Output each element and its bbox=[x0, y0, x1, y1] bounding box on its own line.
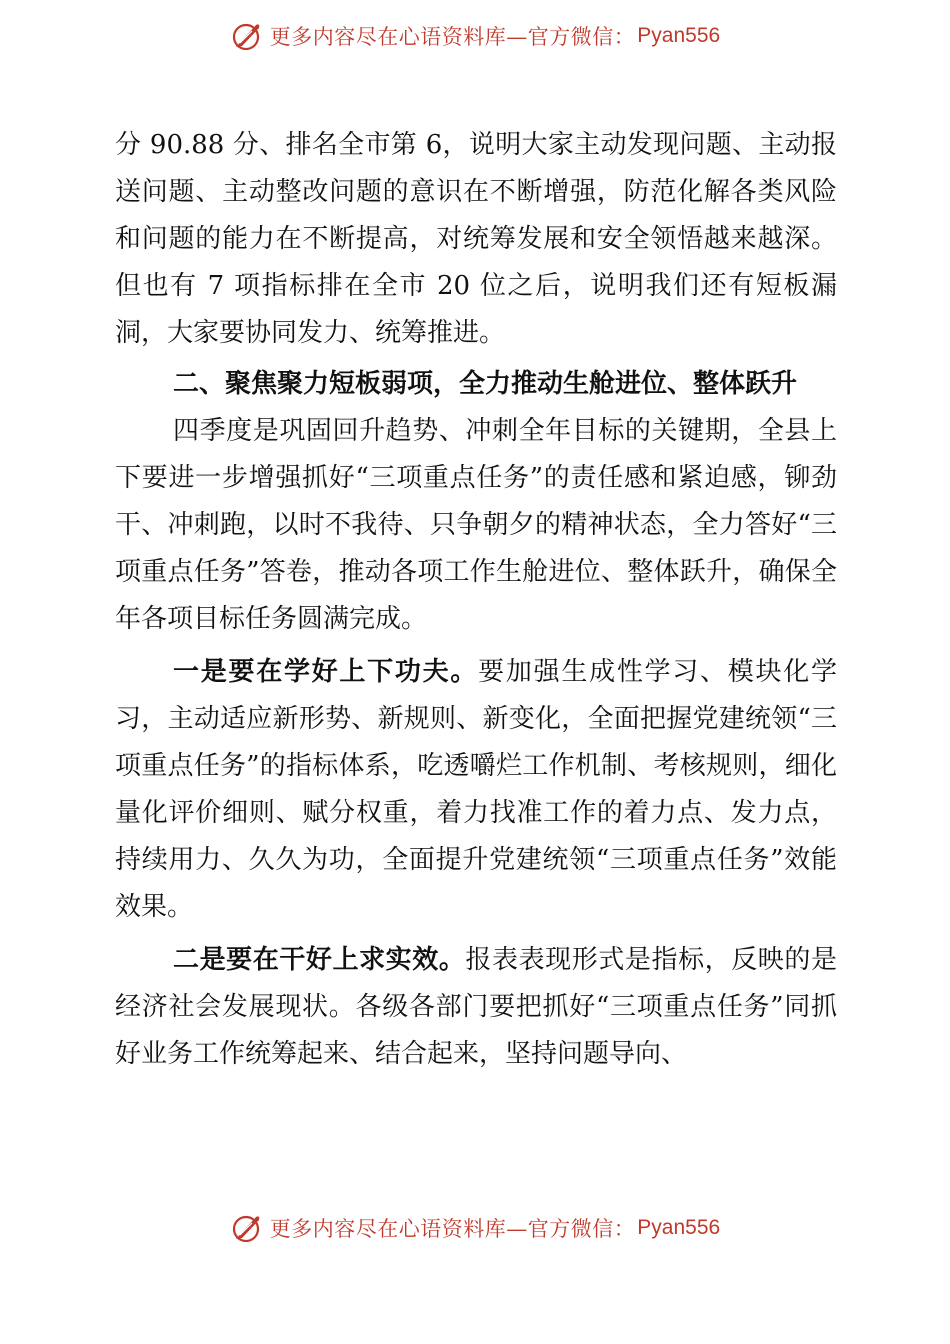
item-2-lead: 二是要在干好上求实效。 bbox=[173, 945, 466, 975]
item-1-body: 要加强生成性学习、模块化学习，主动适应新形势、新规则、新变化，全面把握党建统领“三项重点任务”的指标体系，吃透嚼烂工作机制、考核规则，细化量化评价细则、赋分权重，着力找准工作的着力点、发力点，持续用力、久久为功，全面提升党建统领“三项重点任务”效能效果。 bbox=[115, 657, 837, 922]
paragraph-fourth-quarter: 四季度是巩固回升趋势、冲刺全年目标的关键期，全县上下要进一步增强抓好“三项重点任务”的责任感和紧迫感，铆劲干、冲刺跑，以时不我待、只争朝夕的精神状态，全力答好“三项重点任务”答卷，推动各项工作生舱进位、整体跃升，确保全年各项目标任务圆满完成。 bbox=[115, 416, 837, 634]
paragraph-item-1 bbox=[115, 649, 837, 931]
paragraph-continuation: 分 90.88 分、排名全市第 6，说明大家主动发现问题、主动报送问题、主动整改问题的意识在不断增强，防范化解各类风险和问题的能力在不断提高，对统筹发展和安全领悟越来越深。但也有 7 项指标排在全市 20 位之后，说明我们还有短板漏洞，大家要协同发力、统筹推进。 bbox=[115, 130, 837, 348]
section-heading-2: 二、聚焦聚力短板弱项，全力推动生舱进位、整体跃升 bbox=[173, 369, 798, 399]
paragraph-item-2 bbox=[115, 937, 837, 1078]
watermark-header bbox=[0, 16, 950, 56]
feather-pen-logo-icon bbox=[230, 1211, 264, 1245]
item-1-lead: 一是要在学好上下功夫。 bbox=[173, 657, 479, 687]
item-2-body: 报表表现形式是指标，反映的是经济社会发展现状。各级各部门要把抓好“三项重点任务”同抓好业务工作统筹起来、结合起来，坚持问题导向、 bbox=[115, 945, 837, 1069]
watermark-text: 更多内容尽在心语资料库—官方微信： bbox=[269, 25, 636, 49]
watermark-wechat-id: Pyan556 bbox=[637, 1216, 721, 1239]
document-body bbox=[115, 122, 837, 1078]
feather-pen-logo-icon bbox=[230, 19, 264, 53]
watermark-wechat-id: Pyan556 bbox=[637, 24, 721, 47]
watermark-footer bbox=[0, 1208, 950, 1248]
watermark-text: 更多内容尽在心语资料库—官方微信： bbox=[269, 1217, 636, 1241]
